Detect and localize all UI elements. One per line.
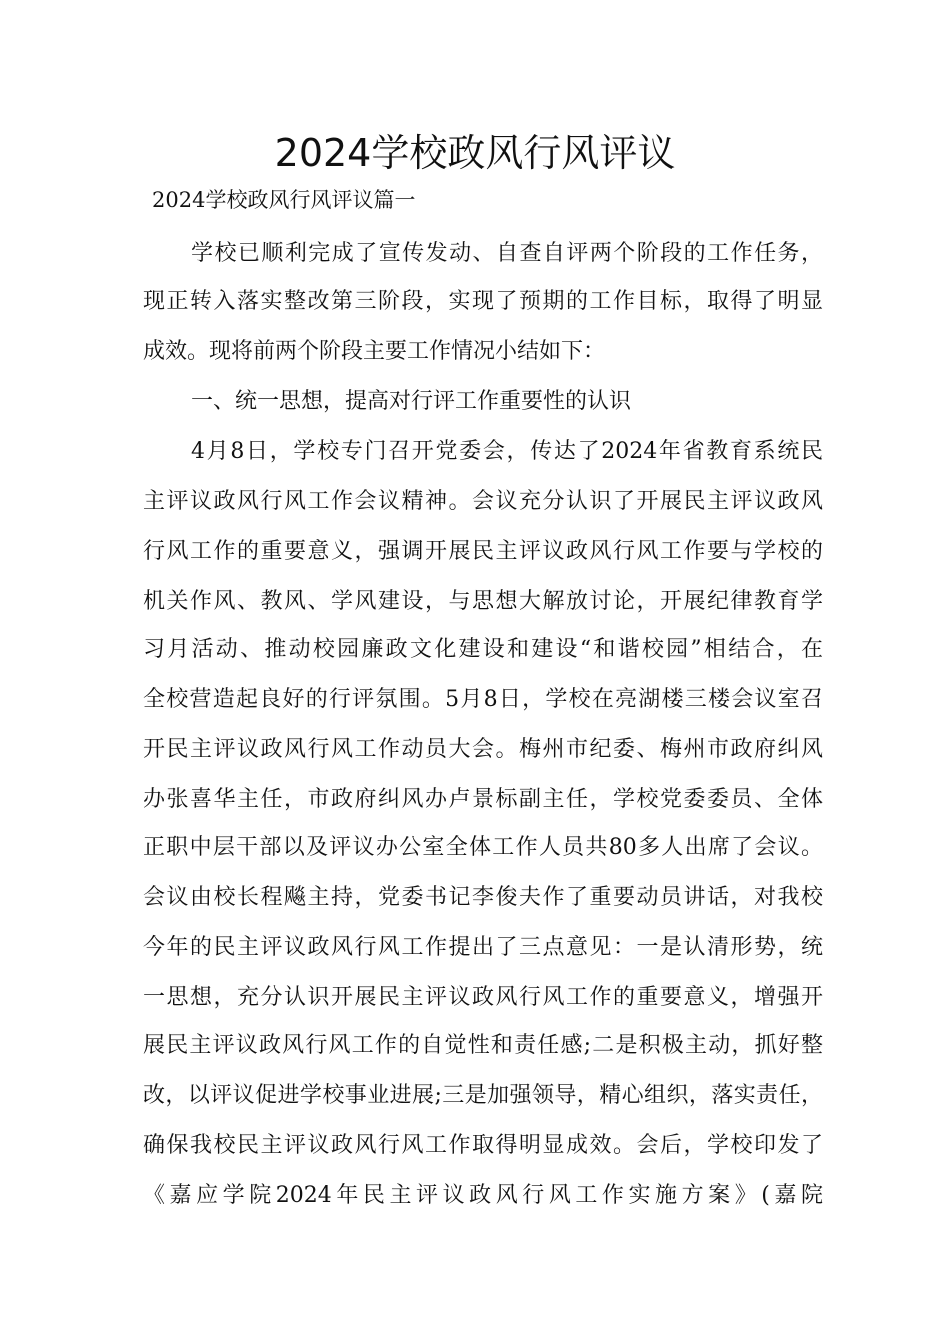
paragraph-line: 主评议政风行风工作会议精神。会议充分认识了开展民主评议政风 <box>143 489 823 514</box>
paragraph-line: 4月8日，学校专门召开党委会，传达了2024年省教育系统民 <box>191 439 823 464</box>
paragraph-line: 今年的民主评议政风行风工作提出了三点意见：一是认清形势，统 <box>143 935 823 960</box>
paragraph-line: 现正转入落实整改第三阶段，实现了预期的工作目标，取得了明显 <box>143 289 823 314</box>
paragraph-line: 机关作风、教风、学风建设，与思想大解放讨论，开展纪律教育学 <box>143 589 823 614</box>
paragraph-line: 全校营造起良好的行评氛围。5月8日，学校在亮湖楼三楼会议室召 <box>143 687 823 712</box>
paragraph-line: 一思想，充分认识开展民主评议政风行风工作的重要意义，增强开 <box>143 985 823 1010</box>
document-title: 2024学校政风行风评议 <box>274 131 676 175</box>
paragraph-line: 展民主评议政风行风工作的自觉性和责任感;二是积极主动，抓好整 <box>143 1033 823 1058</box>
paragraph-line: 办张喜华主任，市政府纠风办卢景标副主任，学校党委委员、全体 <box>143 787 823 812</box>
paragraph-line: 《嘉应学院2024年民主评议政风行风工作实施方案》(嘉院 <box>143 1183 823 1208</box>
paragraph-line: 会议由校长程飚主持，党委书记李俊夫作了重要动员讲话，对我校 <box>143 885 823 910</box>
paragraph-line: 开民主评议政风行风工作动员大会。梅州市纪委、梅州市政府纠风 <box>143 737 823 762</box>
paragraph-line: 行风工作的重要意义，强调开展民主评议政风行风工作要与学校的 <box>143 539 823 564</box>
paragraph-line: 正职中层干部以及评议办公室全体工作人员共80多人出席了会议。 <box>143 835 823 860</box>
paragraph-line: 成效。现将前两个阶段主要工作情况小结如下： <box>143 339 606 364</box>
paragraph-line: 习月活动、推动校园廉政文化建设和建设“和谐校园”相结合，在 <box>143 637 823 662</box>
paragraph-line: 确保我校民主评议政风行风工作取得明显成效。会后，学校印发了 <box>143 1133 823 1158</box>
section-heading: 一、统一思想，提高对行评工作重要性的认识 <box>191 389 632 414</box>
paragraph-line: 学校已顺利完成了宣传发动、自查自评两个阶段的工作任务， <box>191 241 823 266</box>
paragraph-line: 改，以评议促进学校事业进展;三是加强领导，精心组织，落实责任， <box>143 1083 823 1108</box>
document-subtitle: 2024学校政风行风评议篇一 <box>152 188 416 212</box>
